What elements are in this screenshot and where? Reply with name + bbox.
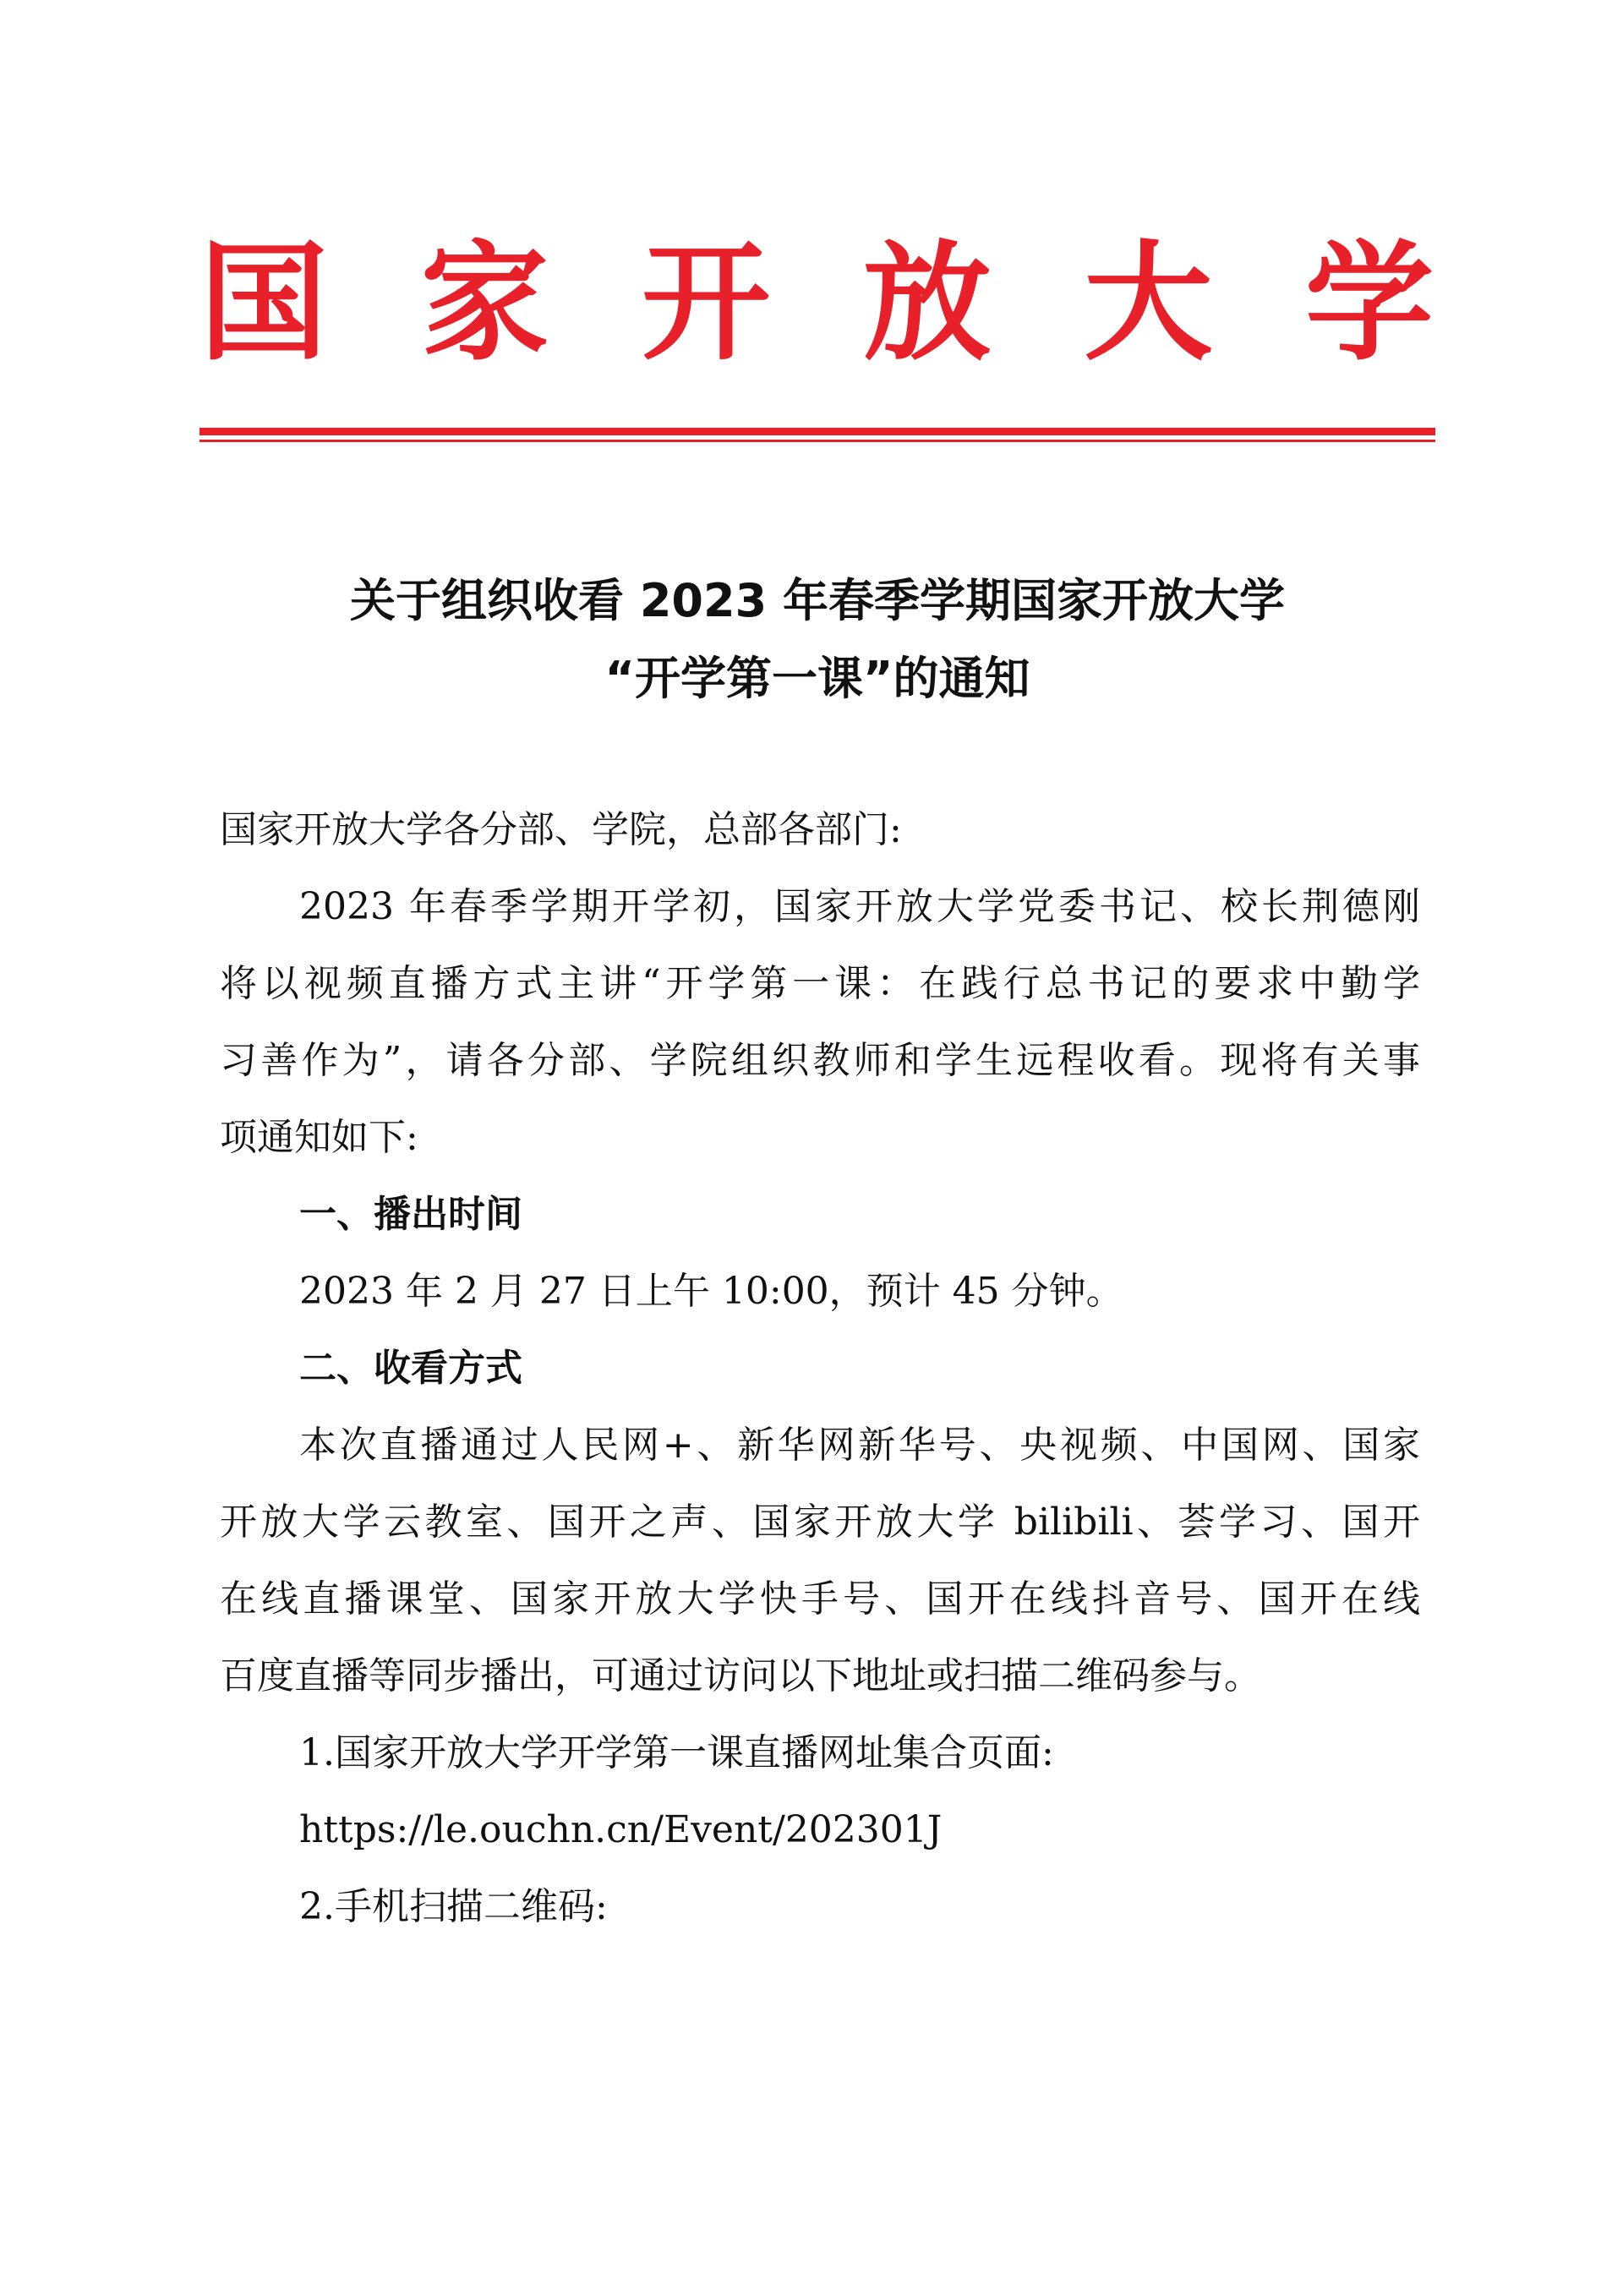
viewing-method-line: 在线直播课堂、国家开放大学快手号、国开在线抖音号、国开在线: [220, 1577, 1420, 1621]
item-1-url[interactable]: https://le.ouchn.cn/Event/202301J: [299, 1808, 943, 1851]
broadcast-time-text: 2023 年 2 月 27 日上午 10:00，预计 45 分钟。: [299, 1270, 1123, 1313]
section-heading-viewing-method: 二、收看方式: [299, 1347, 522, 1390]
salutation: 国家开放大学各分部、学院，总部各部门:: [220, 808, 902, 851]
intro-line: 项通知如下:: [220, 1116, 418, 1159]
red-divider-thick: [199, 428, 1435, 435]
intro-line: 习善作为”，请各分部、学院组织教师和学生远程收看。现将有关事: [220, 1039, 1420, 1082]
viewing-method-line: 百度直播等同步播出，可通过访问以下地址或扫描二维码参与。: [220, 1654, 1261, 1697]
masthead-char: 大: [1084, 227, 1213, 378]
notice-title-line-2: “开学第一课”的通知: [604, 652, 1030, 705]
masthead-title: [199, 227, 1434, 379]
notice-body: [220, 791, 1420, 1945]
item-1-label: 1.国家开放大学开学第一课直播网址集合页面:: [299, 1731, 1054, 1774]
masthead-char: 放: [862, 227, 992, 378]
notice-title-line-1: 关于组织收看 2023 年春季学期国家开放大学: [350, 574, 1285, 627]
masthead-char: 学: [1304, 227, 1434, 378]
intro-line: 2023 年春季学期开学初，国家开放大学党委书记、校长荆德刚: [299, 885, 1420, 928]
masthead-char: 国: [199, 227, 328, 378]
viewing-method-line: 开放大学云教室、国开之声、国家开放大学 bilibili、荟学习、国开: [220, 1501, 1420, 1544]
section-heading-broadcast-time: 一、播出时间: [299, 1193, 522, 1236]
item-2-label: 2.手机扫描二维码:: [299, 1885, 608, 1928]
masthead-char: 开: [642, 227, 771, 378]
red-divider-thin: [199, 440, 1435, 442]
masthead-char: 家: [420, 227, 549, 378]
viewing-method-line: 本次直播通过人民网+、新华网新华号、央视频、中国网、国家: [299, 1424, 1420, 1467]
intro-line: 将以视频直播方式主讲“开学第一课：在践行总书记的要求中勤学: [220, 962, 1420, 1005]
